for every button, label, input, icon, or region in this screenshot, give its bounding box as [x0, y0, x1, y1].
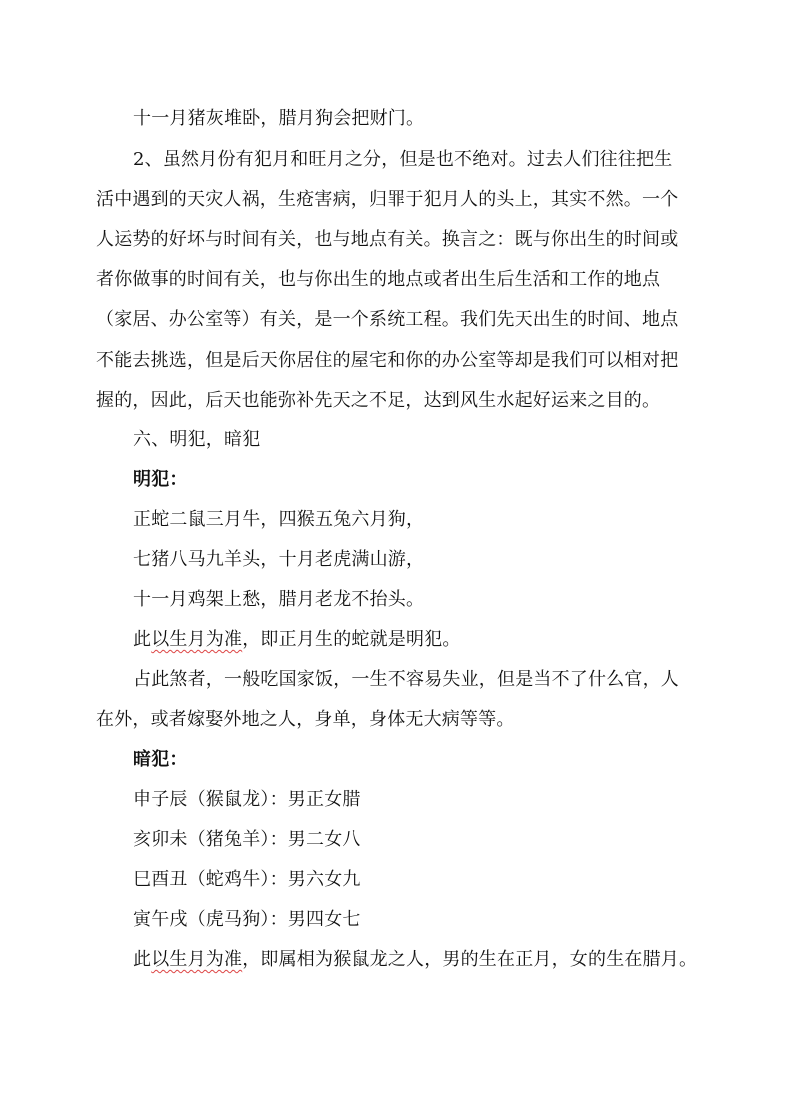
paragraph-line — [133, 628, 753, 652]
list-item: 亥卯未（猪兔羊）：男二女八 — [133, 829, 361, 850]
text-segment: ，即属相为猴鼠龙之人，男的生在正月，女的生在腊月。 — [242, 949, 698, 970]
paragraph-line: （家居、办公室等）有关，是一个系统工程。我们先天出生的时间、地点 — [96, 309, 679, 330]
paragraph-line: 者你做事的时间有关，也与你出生的地点或者出生后生活和工作的地点 — [96, 269, 661, 290]
verse-line: 七猪八马九羊头，十月老虎满山游， — [133, 549, 425, 570]
paragraph-line: 十一月猪灰堆卧，腊月狗会把财门。 — [133, 108, 425, 129]
verse-line: 十一月鸡架上愁，腊月老龙不抬头。 — [133, 589, 425, 610]
list-item: 寅午戌（虎马狗）：男四女七 — [133, 909, 361, 930]
spellcheck-underlined-text: 以生月为准 — [151, 629, 243, 650]
section-heading: 六、明犯，暗犯 — [133, 429, 261, 450]
subheading-ming-fan: 明犯： — [133, 469, 188, 490]
list-item: 申子辰（猴鼠龙）：男正女腊 — [133, 789, 361, 810]
text-segment: 此 — [133, 949, 152, 970]
text-segment: 此 — [133, 629, 152, 650]
list-item: 巳酉丑（蛇鸡牛）：男六女九 — [133, 869, 361, 890]
paragraph-line: 活中遇到的天灾人祸，生疮害病，归罪于犯月人的头上，其实不然。一个 — [96, 189, 679, 210]
paragraph-line: 人运势的好坏与时间有关，也与地点有关。换言之：既与你出生的时间或 — [96, 229, 679, 250]
text-segment: ，即正月生的蛇就是明犯。 — [242, 629, 461, 650]
verse-line: 正蛇二鼠三月牛，四猴五兔六月狗， — [133, 509, 425, 530]
paragraph-line: 握的，因此，后天也能弥补先天之不足，达到风生水起好运来之目的。 — [96, 390, 661, 411]
subheading-an-fan: 暗犯： — [133, 749, 188, 770]
paragraph-line: 占此煞者，一般吃国家饭，一生不容易失业，但是当不了什么官，人 — [133, 669, 679, 690]
spellcheck-underlined-text: 以生月为准 — [151, 949, 243, 970]
paragraph-line — [133, 948, 753, 972]
paragraph-line: 在外，或者嫁娶外地之人，身单，身体无大病等等。 — [96, 709, 515, 730]
paragraph-line: 不能去挑选，但是后天你居住的屋宅和你的办公室等却是我们可以相对把 — [96, 350, 679, 371]
paragraph-line: 2、虽然月份有犯月和旺月之分，但是也不绝对。过去人们往往把生 — [133, 149, 673, 170]
